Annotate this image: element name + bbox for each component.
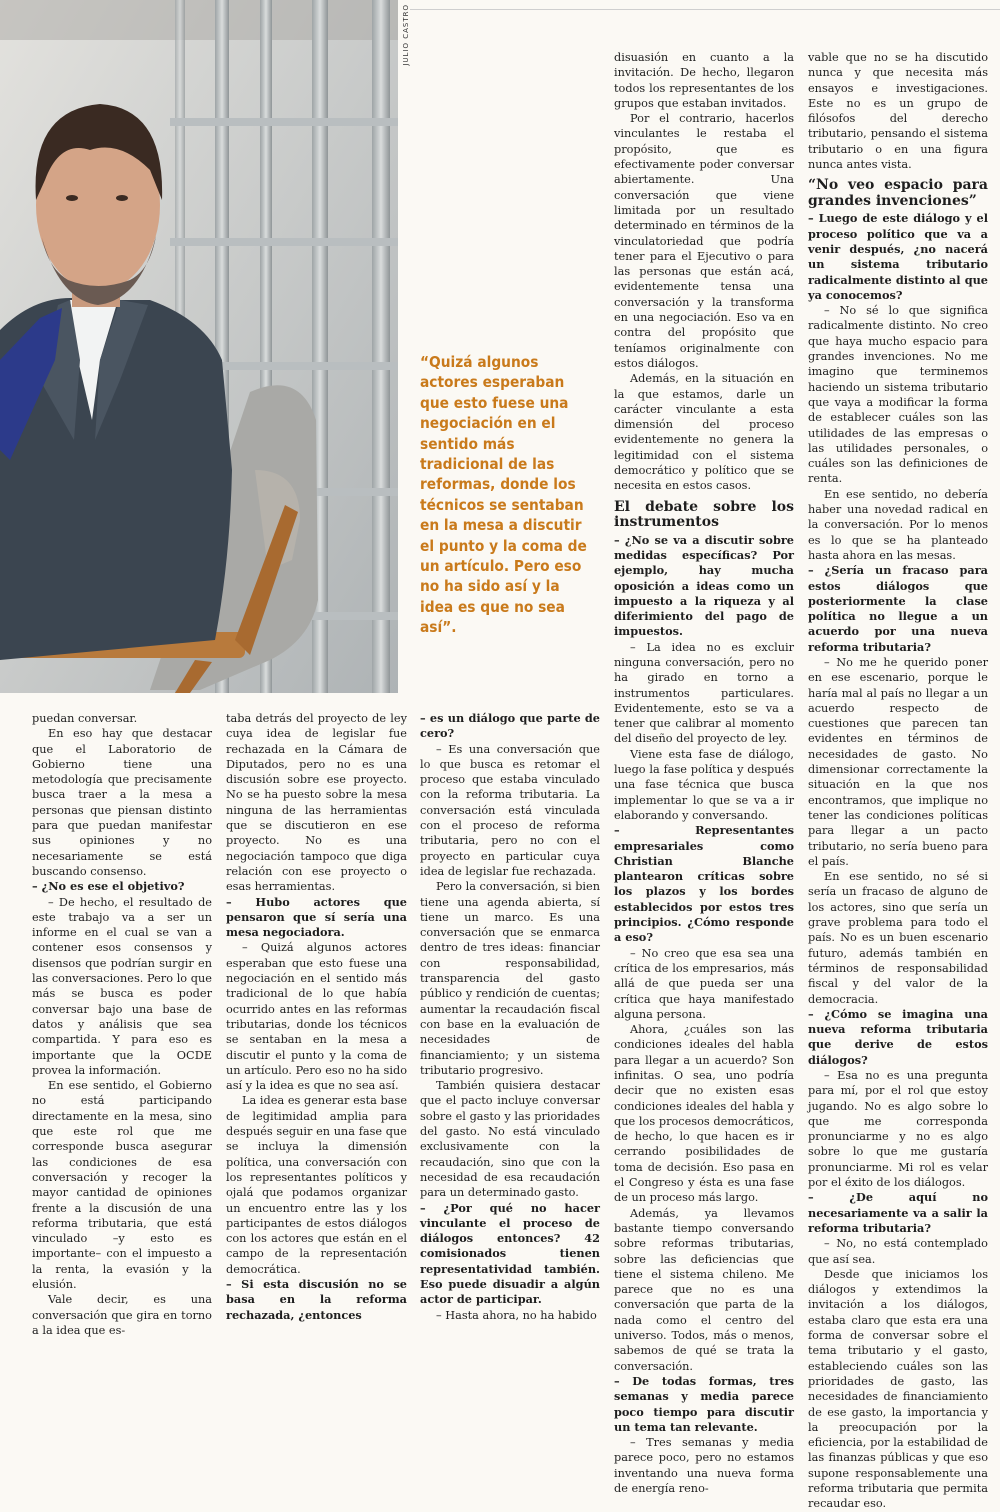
- question: – ¿No se va a discutir sobre medidas específicas? Por ejemplo, hay mucha oposición a ideas como un impuesto a la riqueza y al diferimiento del pago de impuestos.: [614, 533, 794, 640]
- column-4: [614, 50, 794, 1496]
- question: – Si esta discusión no se basa en la reforma rechazada, ¿entonces: [226, 1277, 407, 1323]
- question: – ¿De aquí no necesariamente va a salir la reforma tributaria?: [808, 1190, 988, 1236]
- column-5: [808, 50, 988, 1512]
- top-rule: [410, 9, 1000, 10]
- paragraph: disuasión en cuanto a la invitación. De hecho, llegaron todos los representantes de los grupos que estaban invitados.: [614, 51, 794, 110]
- column-2: [226, 711, 407, 1323]
- portrait-photo: [0, 0, 398, 693]
- question: – Representantes empresariales como Christian Blanche plantearon críticas sobre los plazos y los bordes establecidos por estos tres principios. ¿Cómo responde a eso?: [614, 823, 794, 945]
- portrait-illustration: [0, 0, 398, 693]
- question: – ¿Cómo se imagina una nueva reforma tributaria que derive de estos diálogos?: [808, 1007, 988, 1068]
- paragraph: En eso hay que destacar que el Laboratorio de Gobierno tiene una metodología que precisamente busca traer a la mesa a personas que piensan distinto para que puedan manifestar sus opiniones y no necesariamente se está buscando consenso.: [32, 727, 212, 878]
- section-heading: “No veo espacio para grandes invenciones”: [808, 177, 988, 209]
- answer: – No me he querido poner en ese escenario, porque le haría mal al país no llegar a un acuerdo respecto de cuestiones que parecen tan evidentes en términos de necesidades de gasto. No dimensionar correctamente la situación en la que nos encontramos, que implique no tener las condiciones políticas para llegar a un pacto tributario, no sería bueno para el país.: [808, 655, 988, 869]
- question: – Hubo actores que pensaron que sí sería una mesa negociadora.: [226, 895, 407, 941]
- paragraph: vable que no se ha discutido nunca y que necesita más ensayos e investigaciones. Este no es un grupo de filósofos del derecho tributario, pensando el sistema tributario o en una figura nunca antes vista.: [808, 51, 988, 172]
- question: – Luego de este diálogo y el proceso político que va a venir después, ¿no nacerá un sistema tributario radicalmente distinto al que ya conocemos?: [808, 211, 988, 303]
- answer: – No sé lo que significa radicalmente distinto. No creo que haya mucho espacio para grandes invenciones. No me imagino que terminemos haciendo un sistema tributario que vaya a modificar la forma de establecer cuáles son las utilidades de las empresas o las utilidades personales, o cuáles son las definiciones de renta.: [808, 303, 988, 487]
- answer: – La idea no es excluir ninguna conversación, pero no ha girado en torno a instrumentos particulares. Evidentemente, esto se va a tener que calibrar al momento del diseño del proyecto de ley.: [614, 640, 794, 747]
- paragraph: Además, en la situación en la que estamos, darle un carácter vinculante a esta dimensión del proceso evidentemente no genera la legitimidad con el sistema democrático y político que se necesita en estos casos.: [614, 372, 794, 493]
- answer: – Hasta ahora, no ha habido: [420, 1308, 600, 1323]
- question: – ¿Por qué no hacer vinculante el proceso de diálogos entonces? 42 comisionados tienen representatividad también. Eso puede disuadir a algún actor de participar.: [420, 1201, 600, 1308]
- answer: – No, no está contemplado que así sea.: [808, 1236, 988, 1267]
- paragraph: puedan conversar.: [32, 712, 138, 725]
- pull-quote: “Quizá algunos actores esperaban que esto fuese una negociación en el sentido más tradicional de las reformas, donde los técnicos se sentaban en la mesa a discutir el punto y la coma de un artículo. Pero eso no ha sido así y la idea es que no sea así”.: [420, 353, 587, 637]
- column-3: [420, 711, 600, 1323]
- paragraph: La idea es generar esta base de legitimidad amplia para después seguir en una fase que se incluya la dimensión política, una conversación con los representantes políticos y ojalá que podamos organizar un encuentro entre las y los participantes de estos diálogos con los actores que están en el campo de la representación democrática.: [226, 1094, 407, 1276]
- photo-credit: JULIO CASTRO: [402, 4, 410, 66]
- answer: – No creo que esa sea una crítica de los empresarios, más allá de que pueda ser una crítica que haya manifestado alguna persona.: [614, 946, 794, 1022]
- paragraph: Además, ya llevamos bastante tiempo conversando sobre reformas tributarias, sobre las deficiencias que tiene el sistema chileno. Me parece que no es una conversación que parta de la nada como el centro del universo. Todos, más o menos, sabemos de qué se trata la conversación.: [614, 1206, 794, 1373]
- answer: – Es una conversación que lo que busca es retomar el proceso que estaba vinculado con la reforma tributaria. La conversación está vinculada con el proceso de reforma tributaria, pero no con el proyecto en particular cuya idea de legislar fue rechazada.: [420, 742, 600, 880]
- paragraph: Viene esta fase de diálogo, luego la fase política y después una fase técnica que busca implementar lo que se va a ir elaborando y conversando.: [614, 747, 794, 822]
- paragraph: En ese sentido, el Gobierno no está participando directamente en la mesa, sino que este rol que me corresponde busca asegurar las condiciones de esa conversación y recoger la mayor cantidad de opiniones frente a la discusión de una reforma tributaria, que está vinculado –y esto es importante– con el impuesto a la renta, la evasión y la elusión.: [32, 1079, 212, 1291]
- section-heading: El debate sobre los instrumentos: [614, 498, 794, 531]
- question: – De todas formas, tres semanas y media parece poco tiempo para discutir un tema tan relevante.: [614, 1374, 794, 1435]
- column-1: [32, 711, 212, 1338]
- answer: – Esa no es una pregunta para mí, por el rol que estoy jugando. No es algo sobre lo que me corresponda pronunciarme y no es algo sobre lo que me gustaría pronunciarme. Mi rol es velar por el éxito de los diálogos.: [808, 1068, 988, 1190]
- paragraph: En ese sentido, no sé si sería un fracaso de alguno de los actores, sino que sería un grave problema para todo el país. No es un buen escenario futuro, además también en términos de responsabilidad fiscal y del valor de la democracia.: [808, 870, 988, 1006]
- paragraph: Ahora, ¿cuáles son las condiciones ideales del habla para llegar a un acuerdo? Son infinitas. O sea, uno podría decir que no existen esas condiciones ideales del habla y que los procesos democráticos, de hecho, lo que hacen es ir cerrando posibilidades de toma de decisión. Eso pasa en el Congreso y ésta es una fase de un proceso más largo.: [614, 1023, 794, 1205]
- paragraph: Por el contrario, hacerlos vinculantes le restaba el propósito, que es efectivamente poder conversar abiertamente. Una conversación que viene limitada por un resultado determinado en términos de la vinculatoriedad que podría tener para el Ejecutivo o para las personas que están acá, evidentemente tensa una conversación y la transforma en una negociación. Eso va en contra del propósito que teníamos originalmente con estos diálogos.: [614, 112, 794, 370]
- question: – ¿No es ese el objetivo?: [32, 879, 212, 894]
- paragraph: Desde que iniciamos los diálogos y extendimos la invitación a los diálogos, estaba claro que esta era una forma de conversar sobre el tema tributario y el gasto, estableciendo cuáles son las prioridades de gasto, las necesidades de financiamiento de ese gasto, la importancia y la preocupación por la eficiencia, por la estabilidad de las finanzas públicas y que eso supone responsablemente una reforma tributaria que permita recaudar eso.: [808, 1267, 988, 1511]
- answer: – Quizá algunos actores esperaban que esto fuese una negociación en el sentido más tradicional de lo que había ocurrido antes en las reformas tributarias, donde los técnicos se sentaban en la mesa a discutir el punto y la coma de un artículo. Pero eso no ha sido así y la idea es que no sea así.: [226, 940, 407, 1093]
- answer: – De hecho, el resultado de este trabajo va a ser un informe en el cual se van a contener esos consensos y disensos que podrían surgir en las conversaciones. Pero lo que más se busca es poder conversar bajo una base de datos y análisis que sea compartida. Y para eso es importante que la OCDE provea la información.: [32, 895, 212, 1079]
- question: – ¿Sería un fracaso para estos diálogos que posteriormente la clase política no llegue a un acuerdo por una nueva reforma tributaria?: [808, 563, 988, 655]
- question-continued: – es un diálogo que parte de cero?: [420, 711, 600, 742]
- paragraph: En ese sentido, no debería haber una novedad radical en la conversación. Por lo menos es lo que se ha planteado hasta ahora en las mesas.: [808, 487, 988, 562]
- paragraph: Pero la conversación, si bien tiene una agenda abierta, sí tiene un marco. Es una conversación que se enmarca dentro de tres ideas: financiar con responsabilidad, transparencia del gasto público y rendición de cuentas; aumentar la recaudación fiscal con base en la evaluación de necesidades de financiamiento; y un sistema tributario progresivo.: [420, 880, 600, 1077]
- paragraph: Vale decir, es una conversación que gira en torno a la idea que es-: [32, 1293, 212, 1337]
- paragraph: taba detrás del proyecto de ley cuya idea de legislar fue rechazada en la Cámara de Diputados, pero no es una discusión sobre ese proyecto. No se ha puesto sobre la mesa ninguna de las herramientas que se discutieron en ese proyecto. No es una negociación tampoco que diga relación con ese proyecto o esas herramientas.: [226, 712, 407, 894]
- paragraph: También quisiera destacar que el pacto incluye conversar sobre el gasto y las prioridades del gasto. No está vinculado exclusivamente con la recaudación, sino que con la necesidad de esa recaudación para un determinado gasto.: [420, 1079, 600, 1200]
- answer: – Tres semanas y media parece poco, pero no estamos inventando una nueva forma de energía reno-: [614, 1435, 794, 1496]
